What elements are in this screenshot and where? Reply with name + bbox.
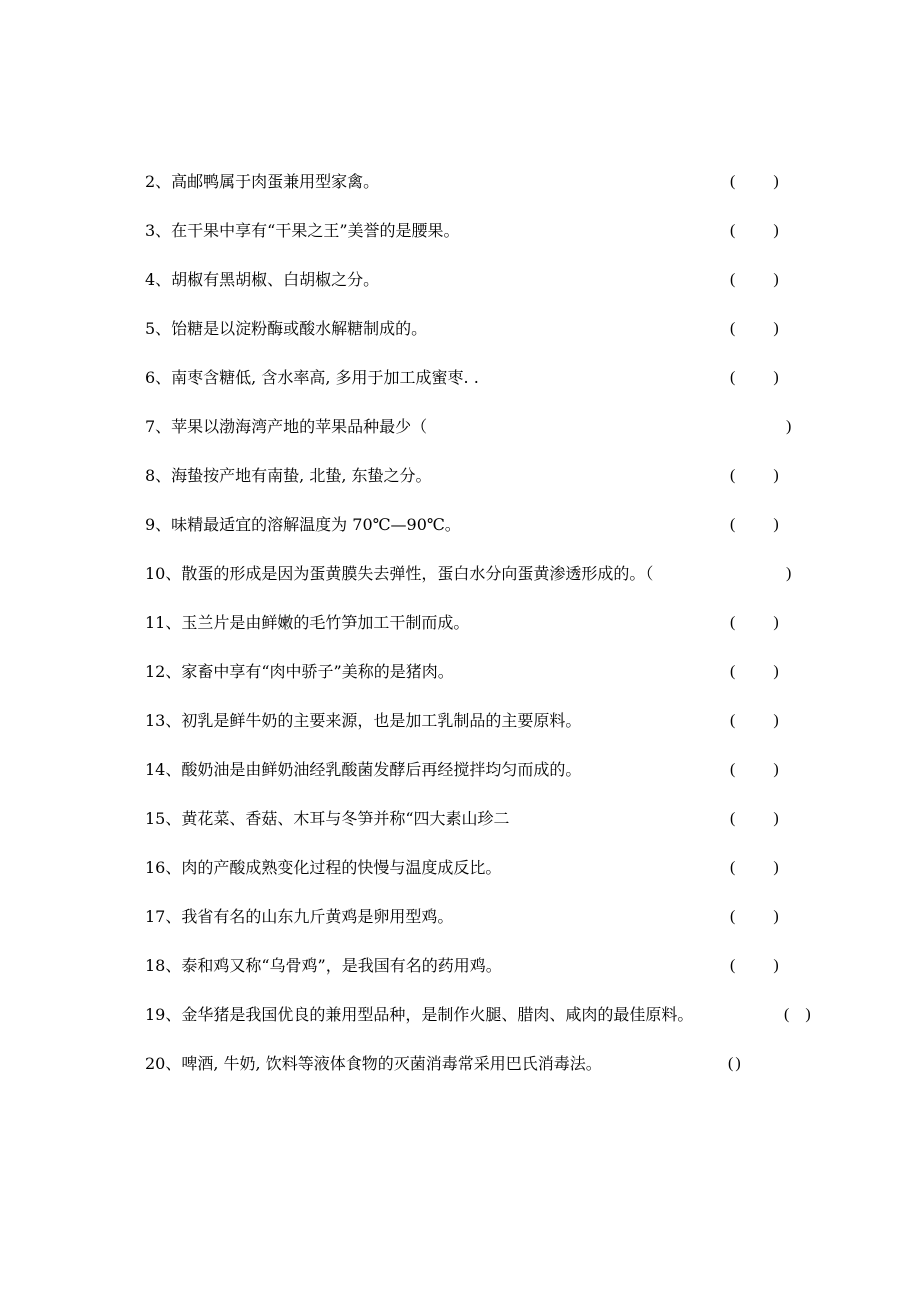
answer-paren-close: ) xyxy=(773,761,779,778)
question-item xyxy=(0,806,920,855)
question-text: 4、胡椒有黑胡椒、白胡椒之分。 xyxy=(145,270,380,289)
question-item xyxy=(0,659,920,708)
answer-paren-open: ( xyxy=(730,516,736,533)
question-text: 12、家畜中享有“肉中骄子”美称的是猪肉。 xyxy=(145,662,454,681)
question-item xyxy=(0,218,920,267)
answer-paren-close: ) xyxy=(773,222,779,239)
question-item xyxy=(0,365,920,414)
answer-blank[interactable] xyxy=(730,659,779,685)
answer-paren-open: ( xyxy=(730,369,736,386)
question-item xyxy=(0,708,920,757)
answer-blank[interactable] xyxy=(730,463,779,489)
answer-paren-close: ) xyxy=(773,908,779,925)
question-item xyxy=(0,267,920,316)
question-item xyxy=(0,855,920,904)
answer-blank[interactable] xyxy=(730,708,779,734)
question-item xyxy=(0,561,920,610)
answer-paren-open: ( xyxy=(730,663,736,680)
answer-paren-open: ( xyxy=(730,957,736,974)
answer-paren-close: ) xyxy=(735,1055,741,1072)
answer-blank[interactable] xyxy=(730,169,779,195)
question-item xyxy=(0,414,920,463)
answer-blank[interactable] xyxy=(728,1051,741,1077)
answer-paren-close: ) xyxy=(805,1006,811,1023)
question-text: 14、酸奶油是由鲜奶油经乳酸菌发酵后再经搅拌均匀而成的。 xyxy=(145,760,582,779)
answer-blank[interactable] xyxy=(730,953,779,979)
answer-paren-close: ) xyxy=(773,957,779,974)
question-text: 11、玉兰片是由鲜嫩的毛竹笋加工干制而成。 xyxy=(145,613,470,632)
answer-paren-open: ( xyxy=(730,614,736,631)
question-item xyxy=(0,904,920,953)
question-text: 15、黄花菜、香菇、木耳与冬笋并称“四大素山珍二 xyxy=(145,809,510,828)
answer-paren-close: ) xyxy=(773,516,779,533)
question-text: 8、海蛰按产地有南蛰, 北蛰, 东蛰之分。 xyxy=(145,466,432,485)
question-list xyxy=(0,169,920,1100)
answer-paren-close: ) xyxy=(773,369,779,386)
question-item xyxy=(0,953,920,1002)
question-item xyxy=(0,1002,920,1051)
answer-paren-open: ( xyxy=(730,810,736,827)
question-item xyxy=(0,1051,920,1100)
answer-blank[interactable] xyxy=(730,218,779,244)
answer-blank[interactable] xyxy=(730,316,779,342)
answer-paren-close: ) xyxy=(773,712,779,729)
answer-blank[interactable] xyxy=(730,610,779,636)
question-item xyxy=(0,316,920,365)
question-text: 2、高邮鸭属于肉蛋兼用型家禽。 xyxy=(145,172,380,191)
question-item xyxy=(0,757,920,806)
answer-blank[interactable] xyxy=(730,757,779,783)
question-text: 6、南枣含糖低, 含水率高, 多用于加工成蜜枣. . xyxy=(145,368,479,387)
answer-blank[interactable] xyxy=(730,855,779,881)
answer-paren-close: ) xyxy=(773,467,779,484)
answer-paren-close: ) xyxy=(773,271,779,288)
answer-blank[interactable] xyxy=(784,1002,811,1028)
answer-paren-open: ( xyxy=(730,271,736,288)
answer-paren-open: ( xyxy=(730,859,736,876)
answer-paren-close: ) xyxy=(786,565,792,582)
answer-paren-close: ) xyxy=(773,663,779,680)
answer-paren-open: ( xyxy=(730,320,736,337)
question-text: 10、散蛋的形成是因为蛋黄膜失去弹性，蛋白水分向蛋黄渗透形成的。（ xyxy=(145,564,654,583)
question-text: 18、泰和鸡又称“乌骨鸡”，是我国有名的药用鸡。 xyxy=(145,956,502,975)
question-item xyxy=(0,169,920,218)
question-text: 13、初乳是鲜牛奶的主要来源，也是加工乳制品的主要原料。 xyxy=(145,711,582,730)
question-item xyxy=(0,610,920,659)
answer-paren-close: ) xyxy=(786,418,792,435)
answer-paren-open: ( xyxy=(730,222,736,239)
answer-paren-open: ( xyxy=(730,173,736,190)
answer-paren-close: ) xyxy=(773,320,779,337)
question-text: 17、我省有名的山东九斤黄鸡是卵用型鸡。 xyxy=(145,907,454,926)
question-text: 7、苹果以渤海湾产地的苹果品种最少（ xyxy=(145,417,428,436)
question-text: 19、金华猪是我国优良的兼用型品种，是制作火腿、腊肉、咸肉的最佳原料。 xyxy=(145,1005,694,1024)
question-text: 9、味精最适宜的溶解温度为 70℃—90℃。 xyxy=(145,515,461,534)
question-text: 20、啤酒, 牛奶, 饮料等液体食物的灭菌消毒常采用巴氏消毒法。 xyxy=(145,1054,602,1073)
answer-blank[interactable] xyxy=(730,512,779,538)
answer-paren-open: ( xyxy=(730,467,736,484)
answer-paren-open: ( xyxy=(730,712,736,729)
answer-paren-open: ( xyxy=(784,1006,790,1023)
answer-paren-open: ( xyxy=(730,908,736,925)
answer-paren-open: ( xyxy=(730,761,736,778)
answer-paren-close: ) xyxy=(773,810,779,827)
answer-blank[interactable] xyxy=(730,904,779,930)
answer-paren-close: ) xyxy=(773,614,779,631)
question-text: 3、在干果中享有“干果之王”美誉的是腰果。 xyxy=(145,221,460,240)
answer-paren-open: ( xyxy=(728,1055,734,1072)
question-item xyxy=(0,512,920,561)
question-text: 16、肉的产酸成熟变化过程的快慢与温度成反比。 xyxy=(145,858,502,877)
answer-paren-close: ) xyxy=(773,173,779,190)
question-text: 5、饴糖是以淀粉酶或酸水解糖制成的。 xyxy=(145,319,428,338)
question-item xyxy=(0,463,920,512)
answer-blank[interactable] xyxy=(730,806,779,832)
answer-blank[interactable] xyxy=(730,267,779,293)
answer-blank[interactable] xyxy=(730,365,779,391)
answer-paren-close: ) xyxy=(773,859,779,876)
